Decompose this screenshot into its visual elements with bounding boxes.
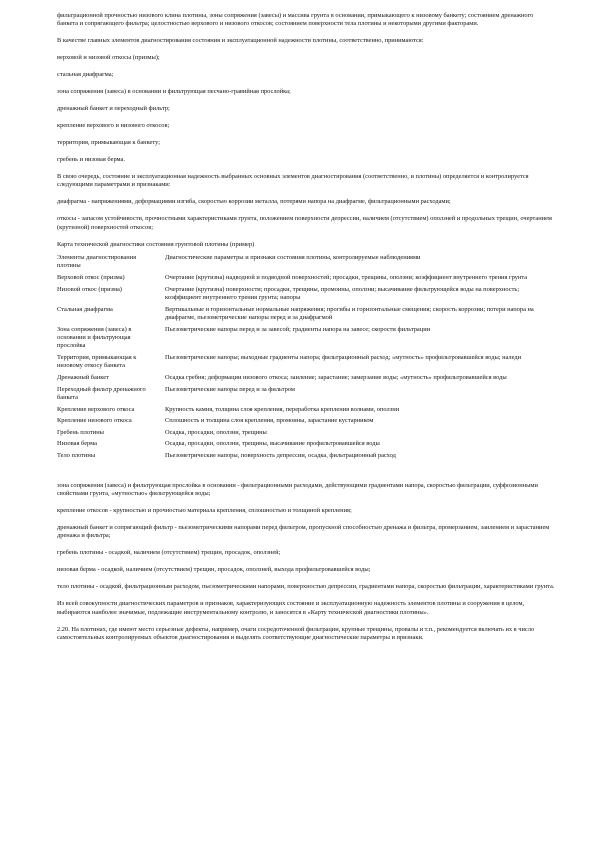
post-param-item: дренажный банкет и сопрягающий фильтр - пьезометрическими напорами перед фильтром, пропускной способностью дренажа и фильтра, промерзанием, заилением и зарастанием дренажа и фильтра; <box>57 524 550 540</box>
table-row <box>57 429 555 441</box>
table-cell-params: Осадка гребня; деформации низового откоса; заиление; зарастание; замерзание воды; «мутность» профильтровавшейся воды <box>165 374 507 382</box>
element-item: стальная диафрагма; <box>57 70 114 78</box>
table-row <box>57 306 555 326</box>
table-cell-element: Гребень плотины <box>57 428 104 436</box>
table-cell-element: Тело плотины <box>57 452 96 459</box>
post-param-item: гребень плотины - осадкой, наличием (отсутствием) трещин, просадок, оползней; <box>57 549 281 557</box>
table-row <box>57 406 555 418</box>
table-cell-params: Осадка, просадки, оползни, трещины <box>165 428 267 436</box>
table-cell-params: Осадка, просадки, оползни, трещины, высачивание профильтровавшейся воды <box>165 440 380 448</box>
intro-paragraph: фильтрационной прочностью низового клина плотины, зоны сопряжения (завесы) и массива грунта в основании, примыкающего к низовому банкету; состоянием дренажного банкета и сопрягающего фильтра; целостностью верхового и низового откосов; состоянием поверхности тела плотины и некоторыми другими факторами. <box>57 12 534 28</box>
table-cell-element: Территория, примыкающая к низовому откосу банкета <box>57 354 137 370</box>
table-header-row <box>57 254 555 274</box>
table-cell-element: Переходный фильтр дренажного банкета <box>57 385 146 402</box>
table-row <box>57 374 555 386</box>
table-row <box>57 326 555 354</box>
table-cell-element: Крепление низового откоса <box>57 417 132 425</box>
table-cell-params: Пьезометрические напоры, поверхность депрессии, осадка, фильтрационный расход <box>165 452 396 459</box>
conclusion-paragraph: Из всей совокупности диагностических параметров и признаков, характеризующих состояние и эксплуатационную надежность элементов плотины и сооружения в целом, выбираются наиболее значимые, подлежащие инструментальному контролю, и заносятся в «Карту технической диагностики плотины». <box>57 600 525 616</box>
post-param-item: тело плотины - осадкой, фильтрационным расходом, пьезометрическими напорами, поверхностью депрессии, градиентами напора, скоростью фильтрации, характеристиками грунта. <box>57 583 555 591</box>
table-cell-params: Очертание (крутизна) поверхности; просадки, трещины, промоины, оползни; высачивание фильтрующейся воды на поверхность; коэффициент внутреннего трения грунта; напоры <box>165 285 520 302</box>
table-cell-params: Сплошность и толщина слоя крепления, промоины, зарастание кустарником <box>165 417 374 425</box>
post-param-item: крепление откосов - крупностью и прочностью материала крепления, сплошностью и толщиной крепления; <box>57 507 352 514</box>
element-item: крепление верхового и низового откосов; <box>57 121 170 129</box>
table-row <box>57 440 555 452</box>
params-intro: В свою очередь, состояние и эксплуатационная надежность выбранных основных элементов диагностирования (соответственно, и плотины) определяется и контролируется следующими параметрами и признаками: <box>57 172 529 189</box>
post-param-item: зона сопряжения (завеса) и фильтрующая прослойка в основании - фильтрационными расходами, действующими градиентами напора, скоростью фильтрации, суффозионными свойствами грунта, «мутностью» фильтрующейся воды; <box>57 481 538 497</box>
table-cell-element: Крепление верхового откоса <box>57 405 135 413</box>
table-caption: Карта технической диагностики состояния грунтовой плотины (пример) <box>57 240 255 248</box>
table-cell-element: Низовая берма <box>57 440 97 448</box>
section-2-20-paragraph: 2.20. На плотинах, где имеют место серьезные дефекты, например, очаги сосредоточенной фильтрации, крупные трещины, провалы и т.п., рекомендуется включать их в число самостоятельных контролируемых объектов диагностирования и выделять соответствующие диагностические параметры и признаки. <box>57 625 535 642</box>
table-cell-element: Верховой откос (призма) <box>57 274 125 282</box>
table-cell-params: Крупность камня, толщина слоя крепления, переработка крепления волнами, оползни <box>165 405 400 413</box>
param-item: диафрагма - напряжениями, деформациями изгиба, скоростью коррозии металла, потерями напора на диафрагме, фильтрационными расходами; <box>57 198 451 206</box>
table-cell-params: Пьезометрические напоры; выходные градиенты напора; фильтрационный расход; «мутность» профильтровавшейся воды; наледи <box>165 354 522 362</box>
table-row <box>57 386 555 406</box>
param-item: откосы - запасом устойчивости, прочностными характеристиками грунта, положением поверхности депрессии, наличием (отсутствием) оползней и продольных трещин, очертанием (крутизной) поверхностей откосов; <box>57 215 552 231</box>
table-cell-params: Очертание (крутизна) надводной и подводной поверхностей; просадки, трещины, оползни; коэффициент внутреннего трения грунта <box>165 274 528 282</box>
element-item: дренажный банкет и переходный фильтр; <box>57 104 170 112</box>
table-cell-element: Зона сопряжения (завеса) в основании и фильтрующая прослойка <box>57 325 132 350</box>
table-row <box>57 354 555 374</box>
diagnostics-table <box>57 254 555 464</box>
table-row <box>57 274 555 286</box>
table-cell-element: Низовой откос (призма) <box>57 285 122 293</box>
table-cell-element: Стальная диафрагма <box>57 305 113 313</box>
element-item: зона сопряжения (завеса) в основании и фильтрующая песчано-гравийная прослойка; <box>57 87 291 95</box>
table-row <box>57 452 555 464</box>
table-header-cell: Элементы диагностирования плотины <box>57 254 137 270</box>
table-cell-params: Пьезометрические напоры перед и за фильтром <box>165 385 295 393</box>
post-param-item: низовая берма - осадкой, наличием (отсутствием) трещин, просадок, оползней, выхода профильтровавшейся воды; <box>57 566 371 574</box>
table-cell-element: Дренажный банкет <box>57 374 109 382</box>
table-cell-params: Вертикальные и горизонтальные нормальные напряжения; прогибы и горизонтальные смещения; скорость коррозии; потери напора на диафрагме, пьезометрические напоры перед и за диафрагмой <box>165 305 534 322</box>
element-item: гребень и низовая берма. <box>57 155 125 163</box>
element-item: территория, примыкающая к банкету; <box>57 138 160 146</box>
table-cell-params: Пьезометрические напоры перед и за завесой; градиенты напора на завесе; скорости фильтрации <box>165 325 431 333</box>
table-row <box>57 286 555 306</box>
element-item: верховой и низовой откосы (призмы); <box>57 53 160 61</box>
table-header-cell: Диагностические параметры и признаки состояния плотины, контролируемые наблюдениями <box>165 254 421 262</box>
table-row <box>57 417 555 429</box>
elements-intro: В качестве главных элементов диагностирования состояния и эксплуатационной надежности плотины, соответственно, принимаются: <box>57 36 424 44</box>
